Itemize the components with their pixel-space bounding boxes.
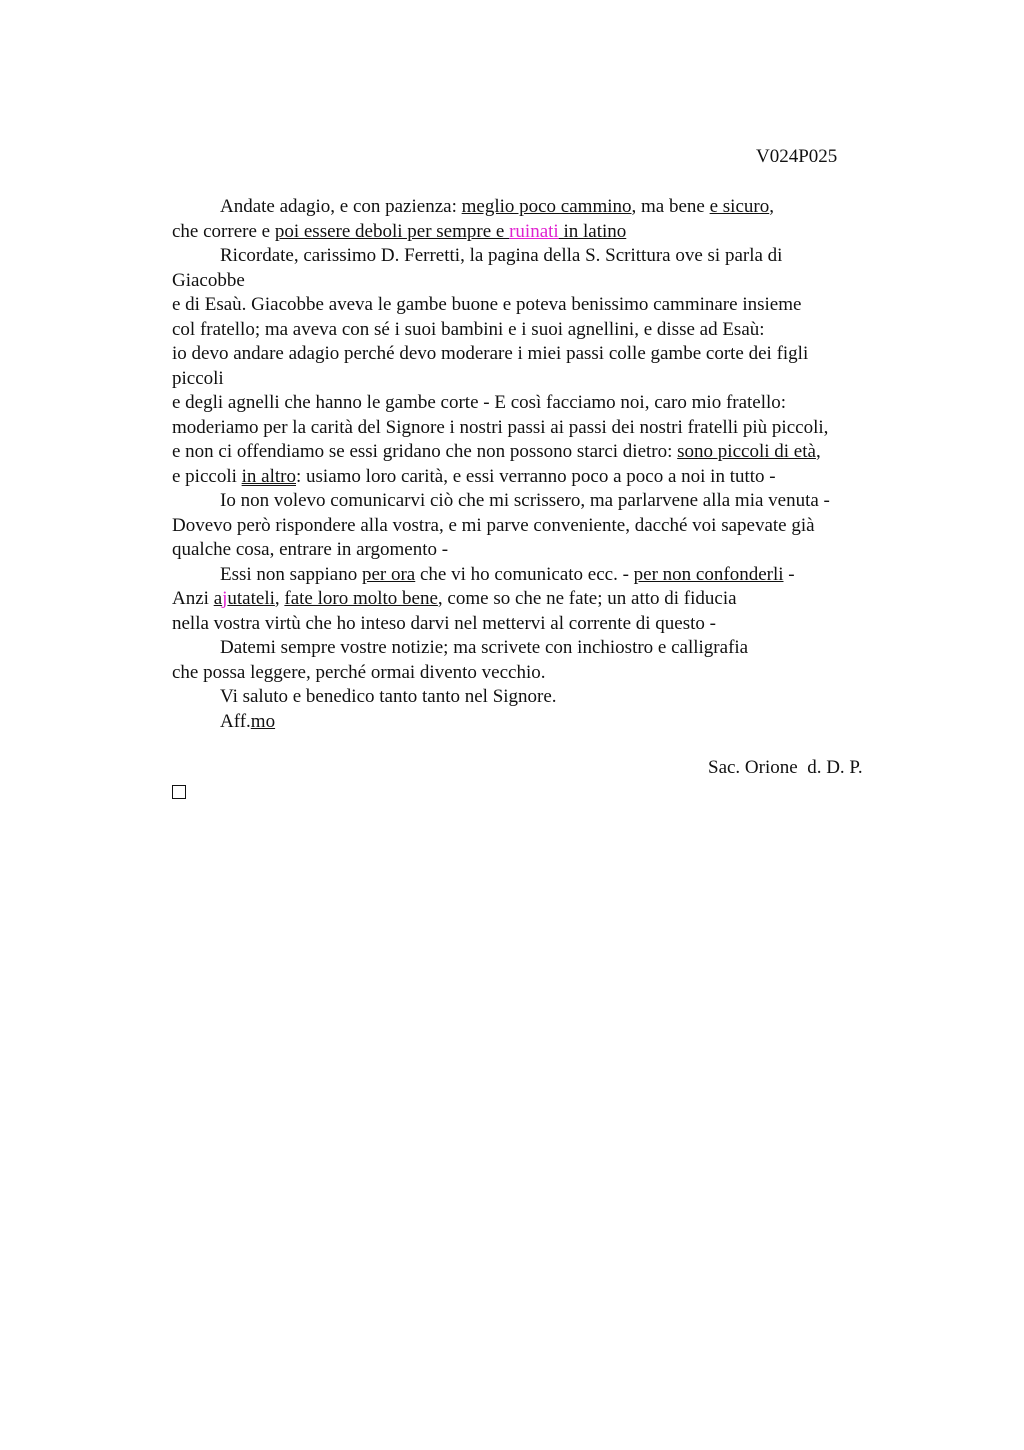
letter-line: Datemi sempre vostre notizie; ma scrivete con inchiostro e calligrafia [220,637,749,658]
letter-line: Andate adagio, e con pazienza: meglio poco cammino, ma bene e sicuro, [220,196,774,217]
letter-line: e piccoli in altro: usiamo loro carità, e essi verranno poco a poco a noi in tutto - [172,465,776,487]
letter-body [172,195,912,734]
letter-line: Aff.mo [220,710,276,732]
letter-line: Giacobbe [172,269,245,291]
letter-line: che correre e poi essere deboli per sempre e ruinati in latino [172,220,627,242]
checkbox-square-icon [172,785,186,799]
correction-mark: j [222,588,228,609]
letter-line: moderiamo per la carità del Signore i nostri passi ai passi dei nostri fratelli più piccoli, [172,416,829,438]
signature: Sac. Orione d. D. P. [708,757,863,778]
correction-mark: ruinati [509,220,559,242]
letter-line: io devo andare adagio perché devo moderare i miei passi colle gambe corte dei figli [172,343,809,364]
letter-line: e non ci offendiamo se essi gridano che non possono starci dietro: sono piccoli di età, [172,441,821,462]
letter-line: qualche cosa, entrare in argomento - [172,539,449,560]
letter-line: Io non volevo comunicarvi ciò che mi scrissero, ma parlarvene alla mia venuta - [220,490,830,511]
letter-line: Vi saluto e benedico tanto tanto nel Signore. [220,686,557,707]
page-id: V024P025 [756,146,838,167]
letter-line: e degli agnelli che hanno le gambe corte - E così facciamo noi, caro mio fratello: [172,392,787,413]
letter-line: Essi non sappiano per ora che vi ho comunicato ecc. - per non confonderli - [220,563,795,585]
letter-line: Anzi ajutateli, fate loro molto bene, come so che ne fate; un atto di fiducia [172,588,737,609]
letter-line: col fratello; ma aveva con sé i suoi bambini e i suoi agnellini, e disse ad Esaù: [172,318,765,340]
letter-line: e di Esaù. Giacobbe aveva le gambe buone e poteva benissimo camminare insieme [172,294,802,315]
letter-line: Dovevo però rispondere alla vostra, e mi parve conveniente, dacché voi sapevate già [172,514,815,536]
letter-line: piccoli [172,367,224,389]
letter-line: Ricordate, carissimo D. Ferretti, la pagina della S. Scrittura ove si parla di [220,245,783,266]
letter-line: che possa leggere, perché ormai divento vecchio. [172,661,546,683]
letter-line: nella vostra virtù che ho inteso darvi nel mettervi al corrente di questo - [172,612,716,634]
